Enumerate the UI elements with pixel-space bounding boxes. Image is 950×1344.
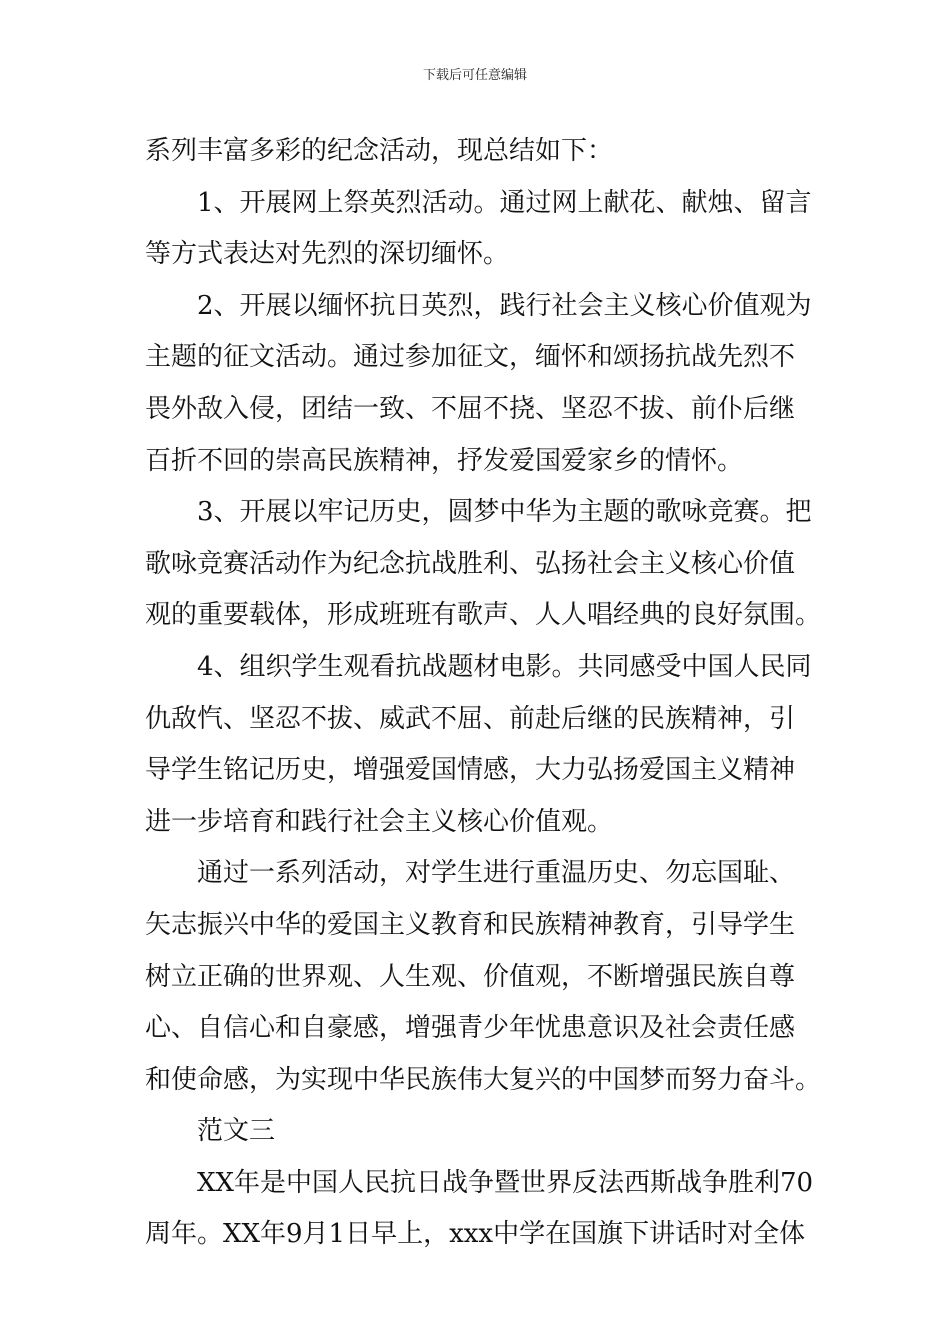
text-line: 导学生铭记历史，增强爱国情感，大力弘扬爱国主义精神 (145, 755, 796, 786)
text-line: 进一步培育和践行社会主义核心价值观。 (145, 806, 614, 837)
text-line: 1、开展网上祭英烈活动。通过网上献花、献烛、留言 (197, 187, 812, 218)
text-line: 畏外敌入侵，团结一致、不屈不挠、坚忍不拔、前仆后继 (145, 393, 796, 424)
section-heading: 范文三 (197, 1116, 276, 1147)
text-line: 2、开展以缅怀抗日英烈，践行社会主义核心价值观为 (197, 290, 812, 321)
text-line: 观的重要载体，形成班班有歌声、人人唱经典的良好氛围。 (145, 600, 822, 631)
text-line: 周年。XX年9月1日早上，xxx中学在国旗下讲话时对全体 (145, 1219, 806, 1250)
document-body (145, 126, 822, 1261)
text-line: 和使命感，为实现中华民族伟大复兴的中国梦而努力奋斗。 (145, 1064, 822, 1095)
text-line: 树立正确的世界观、人生观、价值观，不断增强民族自尊 (145, 961, 796, 992)
page-header: 下载后可任意编辑 (422, 68, 527, 83)
text-line: 3、开展以牢记历史，圆梦中华为主题的歌咏竞赛。把 (197, 497, 812, 528)
text-line: 主题的征文活动。通过参加征文，缅怀和颂扬抗战先烈不 (145, 342, 796, 373)
text-line: 等方式表达对先烈的深切缅怀。 (145, 239, 510, 270)
text-line: XX年是中国人民抗日战争暨世界反法西斯战争胜利70 (197, 1167, 814, 1198)
text-line: 系列丰富多彩的纪念活动，现总结如下： (145, 136, 614, 166)
text-line: 4、组织学生观看抗战题材电影。共同感受中国人民同 (197, 651, 812, 682)
text-line: 仇敌忾、坚忍不拔、威武不屈、前赴后继的民族精神，引 (145, 703, 796, 734)
text-line: 矢志振兴中华的爱国主义教育和民族精神教育，引导学生 (145, 909, 796, 940)
text-line: 百折不回的崇高民族精神，抒发爱国爱家乡的情怀。 (145, 445, 744, 476)
text-line: 歌咏竞赛活动作为纪念抗战胜利、弘扬社会主义核心价值 (145, 548, 796, 579)
text-line: 通过一系列活动，对学生进行重温历史、勿忘国耻、 (197, 858, 796, 889)
text-line: 心、自信心和自豪感，增强青少年忧患意识及社会责任感 (145, 1013, 796, 1044)
